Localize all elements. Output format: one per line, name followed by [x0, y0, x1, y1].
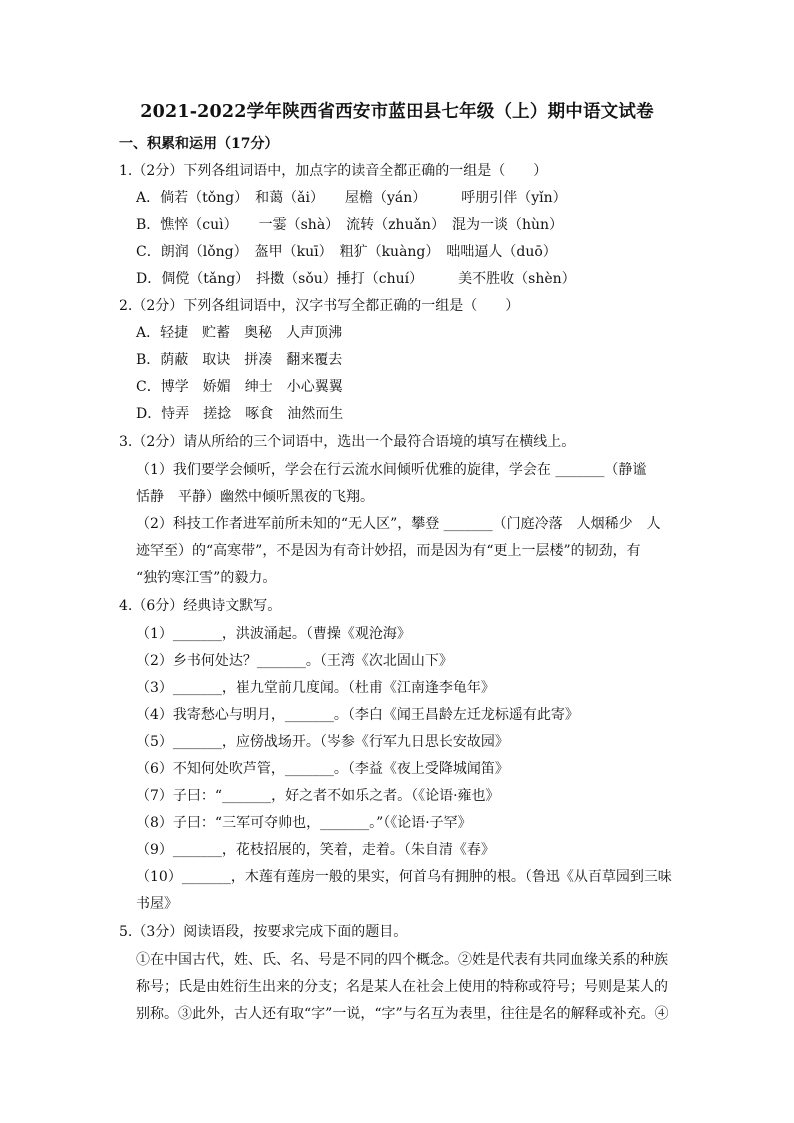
question-3-stem: 3.（2分）请从所给的三个词语中，选出一个最符合语境的填写在横线上。: [119, 434, 576, 450]
question-1-option-c: C．朗润（lǒng） 盔甲（kuī） 粗犷（kuàng） 咄咄逼人（duō）: [136, 244, 557, 260]
page-title: 2021-2022学年陕西省西安市蓝田县七年级（上）期中语文试卷: [140, 102, 654, 122]
question-2-stem: 2.（2分）下列各组词语中，汉字书写全都正确的一组是（ ）: [119, 298, 520, 314]
question-4-line-6: （6）不知何处吹芦管，_______。（李益《夜上受降城闻笛》: [136, 761, 509, 777]
question-2-option-c: C．博学 娇媚 绅士 小心翼翼: [136, 379, 343, 395]
question-5-text-line-1: ①在中国古代，姓、氏、名、号是不同的四个概念。②姓是代表有共同血缘关系的种族: [136, 952, 668, 968]
question-4-line-9: （9）_______，花枝招展的，笑着，走着。（朱自清《春》: [136, 842, 495, 858]
question-3-item-1-line-1: （1）我们要学会倾听，学会在行云流水间倾听优雅的旋律，学会在 _______（静谧: [136, 462, 647, 478]
question-4-line-10: （10）_______，木莲有莲房一般的果实，何首乌有拥肿的根。（鲁迅《从百草园到三味: [136, 869, 672, 885]
question-3-item-1-line-2: 恬静 平静）幽然中倾听黑夜的飞翔。: [136, 489, 374, 505]
question-4-line-1: （1）_______，洪波涌起。（曹操《观沧海》: [136, 626, 411, 642]
question-1-stem: 1.（2分）下列各组词语中，加点字的读音全都正确的一组是（ ）: [119, 163, 548, 179]
question-4-line-4: （4）我寄愁心与明月，_______。（李白《闻王昌龄左迁龙标遥有此寄》: [136, 707, 579, 723]
question-5-text-line-3: 别称。③此外，古人还有取“字”一说，“字”与名互为表里，往往是名的解释或补充。④: [136, 1006, 669, 1022]
question-4-stem: 4.（6分）经典诗文默写。: [119, 598, 282, 614]
question-4-line-3: （3）_______，崔九堂前几度闻。（杜甫《江南逢李龟年》: [136, 680, 495, 696]
question-4-line-8: （8）子曰：“三军可夺帅也，_______。”（《论语·子罕》: [136, 815, 472, 831]
question-3-item-2-line-2: 迹罕至）的“高寒带”，不是因为有奇计妙招，而是因为有“更上一层楼”的韧劲，有: [136, 543, 641, 559]
question-4-line-2: （2）乡书何处达？_______。（王湾《次北固山下》: [136, 653, 453, 669]
question-3-item-2-line-1: （2）科技工作者进军前所未知的“无人区”，攀登 _______（门庭冷落 人烟稀少 人: [136, 516, 661, 532]
question-2-option-a: A．轻捷 贮蓄 奥秘 人声顶沸: [136, 325, 343, 341]
question-5-text-line-2: 称号；氏是由姓衍生出来的分支；名是某人在社会上使用的特称或符号；号则是某人的: [136, 979, 668, 995]
question-1-option-b: B．憔悴（cuì） 一霎（shà） 流转（zhuǎn） 混为一谈（hùn）: [136, 217, 563, 233]
question-4-line-10-cont: 书屋》: [136, 896, 178, 912]
question-4-line-7: （7）子曰：“_______，好之者不如乐之者。（《论语·雍也》: [136, 788, 500, 804]
question-5-stem: 5.（3分）阅读语段，按要求完成下面的题目。: [119, 924, 408, 940]
question-4-line-5: （5）_______，应傍战场开。（岑参《行军九日思长安故园》: [136, 734, 509, 750]
question-1-option-a: A．倘若（tǒng） 和蔼（ǎi） 屋檐（yán） 呼朋引伴（yǐn）: [136, 190, 567, 206]
question-2-option-b: B．荫蔽 取诀 拼凑 翻来覆去: [136, 352, 343, 368]
question-2-option-d: D．恃弄 搓捻 啄食 油然而生: [136, 406, 344, 422]
question-1-option-d: D．倜傥（tǎng） 抖擞（sǒu）捶打（chuí） 美不胜收（shèn）: [136, 271, 576, 287]
question-3-item-2-line-3: “独钓寒江雪”的毅力。: [136, 570, 277, 586]
section-heading: 一、积累和运用（17分）: [119, 136, 279, 152]
